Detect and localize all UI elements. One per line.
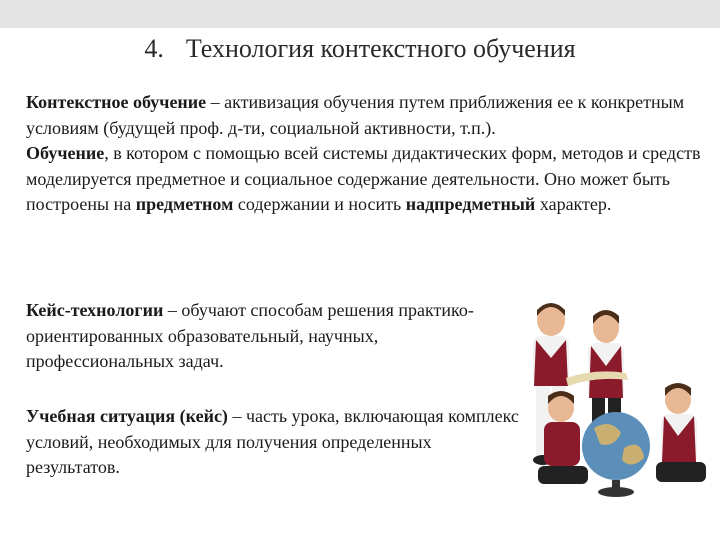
paragraph-learning-situation bbox=[26, 404, 526, 481]
text-learning-a: , в котором с помощью всей системы дидактических форм, методов и средств моделируется предметное и социальное содержание деятельности. Оно может быть построены на bbox=[26, 143, 701, 214]
term-learning-situation: Учебная ситуация (кейс) bbox=[26, 406, 228, 426]
top-bar bbox=[0, 0, 720, 28]
def-case-tech: – обучают способам решения практико-ориентированных образовательный, научных, профессиональных задач. bbox=[26, 300, 474, 371]
student-right bbox=[656, 383, 706, 482]
text-learning-c: содержании и носить bbox=[233, 194, 406, 214]
paragraph-case-tech bbox=[26, 298, 526, 375]
slide-title bbox=[0, 34, 720, 64]
term-case-tech: Кейс-технологии bbox=[26, 300, 164, 320]
def-learning-situation: – часть урока, включающая комплекс условий, необходимых для получения определенных результатов. bbox=[26, 406, 519, 477]
slide-title-text: Технология контекстного обучения bbox=[185, 34, 576, 63]
students-with-globe-photo bbox=[516, 298, 716, 500]
paragraph-context-learning bbox=[26, 90, 706, 218]
globe bbox=[582, 412, 650, 497]
term-context-learning: Контекстное обучение bbox=[26, 92, 207, 112]
text-learning-e: характер. bbox=[535, 194, 612, 214]
bold-subject: предметном bbox=[135, 194, 234, 214]
slide-number: 4. bbox=[144, 34, 164, 63]
bold-metasubject: надпредметный bbox=[405, 194, 536, 214]
def-context-learning: – активизация обучения путем приближения ее к конкретным условиям (будущей проф. д-ти, социальной активности, т.п.). bbox=[26, 92, 685, 138]
term-learning: Обучение bbox=[26, 143, 105, 163]
